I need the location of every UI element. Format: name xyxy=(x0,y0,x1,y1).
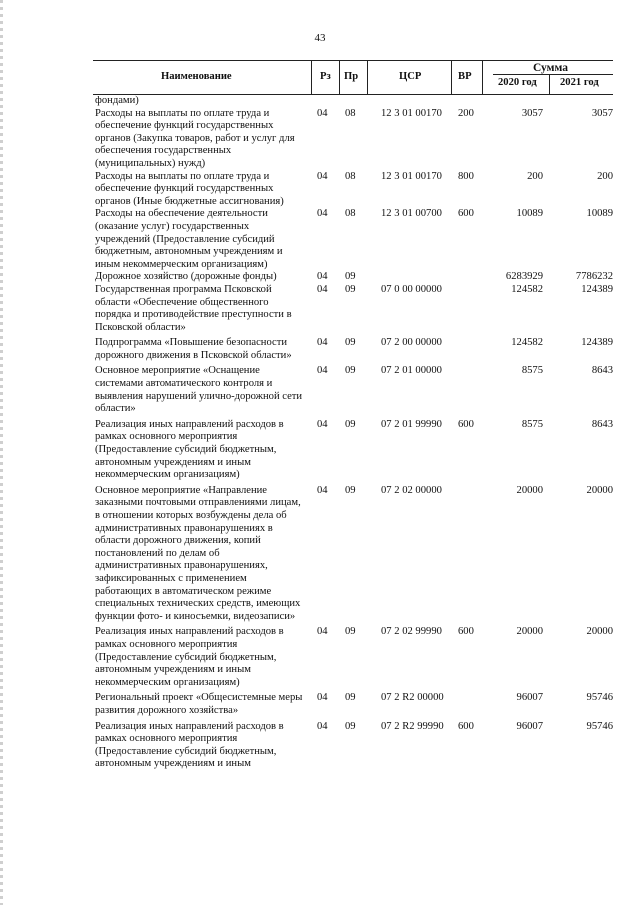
table-row xyxy=(93,419,613,482)
cell-name: Расходы на выплаты по оплате труда и обеспечение функций государственных органов (Иные бюджетные ассигнования) xyxy=(95,170,284,207)
table-row xyxy=(93,108,613,171)
cell-csr: 07 2 R2 00000 xyxy=(381,692,444,704)
cell-csr: 07 2 00 00000 xyxy=(381,337,442,349)
header-divider xyxy=(451,61,452,94)
header-divider xyxy=(549,75,550,94)
cell-rz: 04 xyxy=(317,107,328,119)
header-rz: Рз xyxy=(320,71,331,82)
cell-pr: 09 xyxy=(345,484,356,496)
table-row xyxy=(93,284,613,334)
cell-name: Региональный проект «Общесистемные меры развития дорожного хозяйства» xyxy=(95,692,303,716)
cell-rz: 04 xyxy=(317,418,328,430)
cell-pr: 08 xyxy=(345,208,356,220)
header-sum: Сумма xyxy=(533,62,568,74)
cell-sum-2021: 20000 xyxy=(586,626,613,638)
table-row xyxy=(93,721,613,771)
cell-vr: 600 xyxy=(458,418,474,430)
table-row xyxy=(93,271,613,284)
cell-sum-2021: 124389 xyxy=(581,337,613,349)
header-divider xyxy=(339,61,340,94)
cell-name: Реализация иных направлений расходов в рамках основного мероприятия (Предоставление субсидий бюджетным, автономным учреждениям и иным некоммерческим организациям) xyxy=(95,626,284,688)
cell-name: Дорожное хозяйство (дорожные фонды) xyxy=(95,271,277,283)
cell-sum-2021: 200 xyxy=(597,170,613,182)
cell-sum-2021: 8643 xyxy=(591,418,613,430)
table-header xyxy=(93,60,613,95)
table-row xyxy=(93,692,613,717)
cell-sum-2021: 95746 xyxy=(586,720,613,732)
cell-name: Подпрограмма «Повышение безопасности дорожного движения в Псковской области» xyxy=(95,337,292,361)
cell-sum-2021: 20000 xyxy=(586,484,613,496)
cell-rz: 04 xyxy=(317,692,328,704)
cell-vr: 800 xyxy=(458,170,474,182)
cell-pr: 09 xyxy=(345,418,356,430)
header-csr: ЦСР xyxy=(399,71,422,82)
header-name: Наименование xyxy=(161,71,232,82)
cell-sum-2020: 200 xyxy=(527,170,543,182)
cell-pr: 09 xyxy=(345,283,356,295)
cell-csr: 12 3 01 00700 xyxy=(381,208,442,220)
cell-csr: 07 2 02 99990 xyxy=(381,626,442,638)
page-number: 43 xyxy=(314,32,326,44)
cell-vr: 600 xyxy=(458,208,474,220)
cell-sum-2020: 124582 xyxy=(511,337,543,349)
cell-sum-2020: 96007 xyxy=(516,720,543,732)
sum-underline xyxy=(493,74,613,75)
table-row xyxy=(93,337,613,362)
cell-rz: 04 xyxy=(317,626,328,638)
cell-sum-2021: 95746 xyxy=(586,692,613,704)
cell-pr: 09 xyxy=(345,365,356,377)
cell-sum-2020: 3057 xyxy=(521,107,543,119)
cell-name: Основное мероприятие «Направление заказными почтовыми отправлениями лицам, в отношении которых возбуждены дела об административных правонарушениях в области дорожного движения, копий постановлений по делам об административных правонарушениях, зафиксированных с применением работающих в автоматическом режиме специальных технических средств, имеющих функции фото- и киносъемки, видеозаписи» xyxy=(95,484,301,622)
cell-csr: 07 2 01 00000 xyxy=(381,365,442,377)
cell-pr: 08 xyxy=(345,170,356,182)
cell-sum-2021: 8643 xyxy=(591,365,613,377)
cell-pr: 08 xyxy=(345,107,356,119)
cell-rz: 04 xyxy=(317,283,328,295)
cell-vr: 200 xyxy=(458,107,474,119)
cell-rz: 04 xyxy=(317,720,328,732)
cell-rz: 04 xyxy=(317,271,328,283)
cell-name: Основное мероприятие «Оснащение системами автоматического контроля и выявления нарушений улично-дорожной сети области» xyxy=(95,365,303,415)
cell-sum-2021: 124389 xyxy=(581,283,613,295)
cell-pr: 09 xyxy=(345,692,356,704)
cell-name: Реализация иных направлений расходов в рамках основного мероприятия (Предоставление субсидий бюджетным, автономным учреждениям и иным xyxy=(95,720,284,770)
cell-name: Расходы на выплаты по оплате труда и обеспечение функций государственных органов (Закупка товаров, работ и услуг для обеспечения государственных (муниципальных) нужд) xyxy=(95,107,295,169)
cell-sum-2020: 96007 xyxy=(516,692,543,704)
header-divider xyxy=(367,61,368,94)
cell-sum-2020: 8575 xyxy=(521,365,543,377)
cell-sum-2020: 20000 xyxy=(516,484,543,496)
cell-name: Расходы на обеспечение деятельности (оказание услуг) государственных учреждений (Предоставление субсидий бюджетным, автономным учреждениям и иным некоммерческим организациям) xyxy=(95,208,283,270)
cell-vr: 600 xyxy=(458,626,474,638)
cell-csr: 07 0 00 00000 xyxy=(381,283,442,295)
table-body xyxy=(93,95,613,771)
table-row xyxy=(93,208,613,271)
table-row xyxy=(93,365,613,415)
cell-rz: 04 xyxy=(317,365,328,377)
cell-pr: 09 xyxy=(345,626,356,638)
header-year-2020: 2020 год xyxy=(498,77,537,88)
cell-sum-2020: 10089 xyxy=(516,208,543,220)
cell-rz: 04 xyxy=(317,337,328,349)
cell-csr: 12 3 01 00170 xyxy=(381,107,442,119)
cell-rz: 04 xyxy=(317,484,328,496)
scan-edge-artifact xyxy=(0,0,3,905)
cell-sum-2020: 124582 xyxy=(511,283,543,295)
cell-name: Государственная программа Псковской области «Обеспечение общественного порядка и противодействие преступности в Псковской области» xyxy=(95,283,292,333)
table-row xyxy=(93,171,613,209)
table-row xyxy=(93,626,613,689)
cell-rz: 04 xyxy=(317,208,328,220)
cell-pr: 09 xyxy=(345,720,356,732)
cell-sum-2020: 8575 xyxy=(521,418,543,430)
header-divider xyxy=(482,61,483,94)
cell-vr: 600 xyxy=(458,720,474,732)
cell-sum-2021: 10089 xyxy=(586,208,613,220)
header-vr: ВР xyxy=(458,71,472,82)
cell-pr: 09 xyxy=(345,337,356,349)
cell-sum-2021: 3057 xyxy=(591,107,613,119)
table-row xyxy=(93,95,613,108)
table-row xyxy=(93,485,613,624)
cell-csr: 12 3 01 00170 xyxy=(381,170,442,182)
cell-csr: 07 2 R2 99990 xyxy=(381,720,444,732)
header-pr: Пр xyxy=(344,71,359,82)
cell-name: фондами) xyxy=(95,95,139,106)
cell-sum-2020: 20000 xyxy=(516,626,543,638)
cell-name: Реализация иных направлений расходов в рамках основного мероприятия (Предоставление субсидий бюджетным, автономным учреждениям и иным некоммерческим организациям) xyxy=(95,418,284,481)
cell-csr: 07 2 02 00000 xyxy=(381,484,442,496)
cell-rz: 04 xyxy=(317,170,328,182)
header-divider xyxy=(311,61,312,94)
header-year-2021: 2021 год xyxy=(560,77,599,88)
cell-sum-2020: 6283929 xyxy=(505,271,543,283)
cell-sum-2021: 7786232 xyxy=(575,271,613,283)
cell-pr: 09 xyxy=(345,271,356,283)
budget-table xyxy=(93,60,613,771)
cell-csr: 07 2 01 99990 xyxy=(381,418,442,430)
